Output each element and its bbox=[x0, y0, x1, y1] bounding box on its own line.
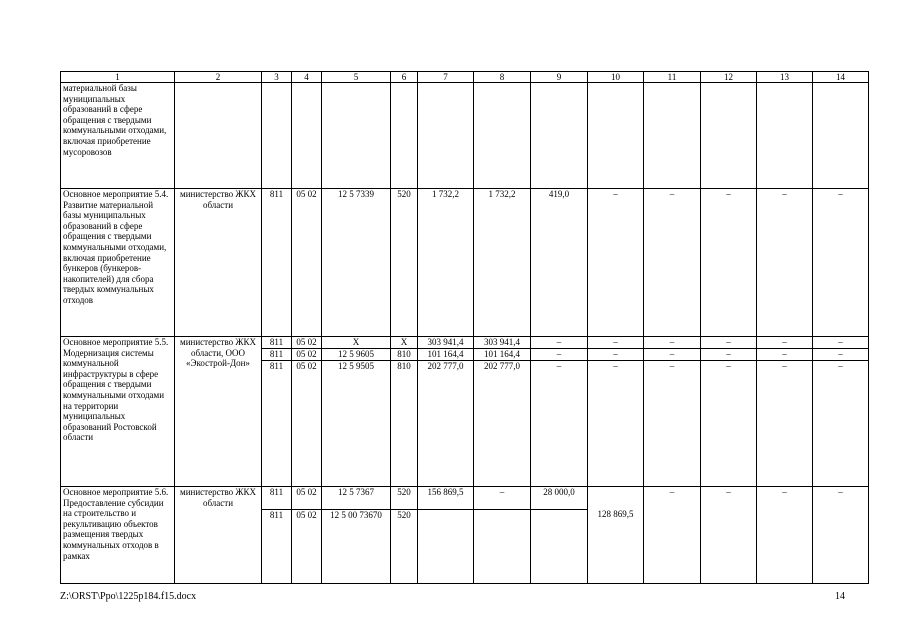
table-row: Основное мероприятие 5.5. Модернизация системы коммунальной инфраструктуры в сфере обращения с твердыми коммунальными отходами на территории муниципальных образований Ростовской области министерство ЖКХ области, ООО «Экострой-Дон» 811 811 811 05 02 05 02 05 02 X 12 5 9605 12 5 9505 X 810 810 303 941,4 101 164,4 202 777,0 303 941,4 101 164,4 202 777,0 – – – – – – – – – – – – – – – – – – bbox=[61, 337, 869, 487]
col-header: 12 bbox=[701, 72, 757, 83]
col-header: 4 bbox=[292, 72, 322, 83]
col-header: 11 bbox=[644, 72, 701, 83]
file-path: Z:\ORST\Ppo\1225p184.f15.docx bbox=[60, 591, 197, 602]
col-header: 1 bbox=[61, 72, 175, 83]
executor-cell: министерство ЖКХ области bbox=[175, 189, 262, 337]
col-header: 6 bbox=[391, 72, 418, 83]
header-row bbox=[61, 72, 869, 83]
measure-cell: Основное мероприятие 5.4. Развитие материальной базы муниципальных образований в сфере обращения с твердыми коммунальными отходами, включая приобретение бункеров (бункеров-накопителей) для сбора твердых коммунальных отходов bbox=[61, 189, 175, 337]
executor-cell: министерство ЖКХ области, ООО «Экострой-Дон» bbox=[175, 337, 262, 487]
measure-cell: материальной базы муниципальных образований в сфере обращения с твердыми коммунальными отходами, включая приобретение мусоровозов bbox=[61, 83, 175, 189]
table-row: Основное мероприятие 5.6. Предоставление субсидии на строительство и рекультивацию объектов размещения твердых коммунальных отходов в рамках министерство ЖКХ области 811 05 02 12 5 7367 520 156 869,5 – 28 000,0 128 869,5 – – – – bbox=[61, 487, 869, 510]
col-header: 3 bbox=[262, 72, 292, 83]
table-row: Основное мероприятие 5.4. Развитие материальной базы муниципальных образований в сфере обращения с твердыми коммунальными отходами, включая приобретение бункеров (бункеров-накопителей) для сбора твердых коммунальных отходов министерство ЖКХ области 811 05 02 12 5 7339 520 1 732,2 1 732,2 419,0 – – – – – bbox=[61, 189, 869, 337]
col-header: 10 bbox=[588, 72, 644, 83]
col-header: 2 bbox=[175, 72, 262, 83]
col-header: 7 bbox=[418, 72, 474, 83]
col-header: 5 bbox=[322, 72, 391, 83]
measure-cell: Основное мероприятие 5.5. Модернизация системы коммунальной инфраструктуры в сфере обращения с твердыми коммунальными отходами на территории муниципальных образований Ростовской области bbox=[61, 337, 175, 487]
col-header: 14 bbox=[813, 72, 869, 83]
table-row: 811 05 02 12 5 00 73670 520 bbox=[61, 510, 869, 584]
col-header: 9 bbox=[531, 72, 588, 83]
page-number: 14 bbox=[835, 591, 845, 602]
col-header: 13 bbox=[757, 72, 813, 83]
budget-table bbox=[60, 71, 869, 584]
table-row bbox=[61, 83, 869, 189]
col-header: 8 bbox=[474, 72, 531, 83]
measure-cell: Основное мероприятие 5.6. Предоставление субсидии на строительство и рекультивацию объектов размещения твердых коммунальных отходов в рамках bbox=[61, 487, 175, 584]
executor-cell: министерство ЖКХ области bbox=[175, 487, 262, 584]
